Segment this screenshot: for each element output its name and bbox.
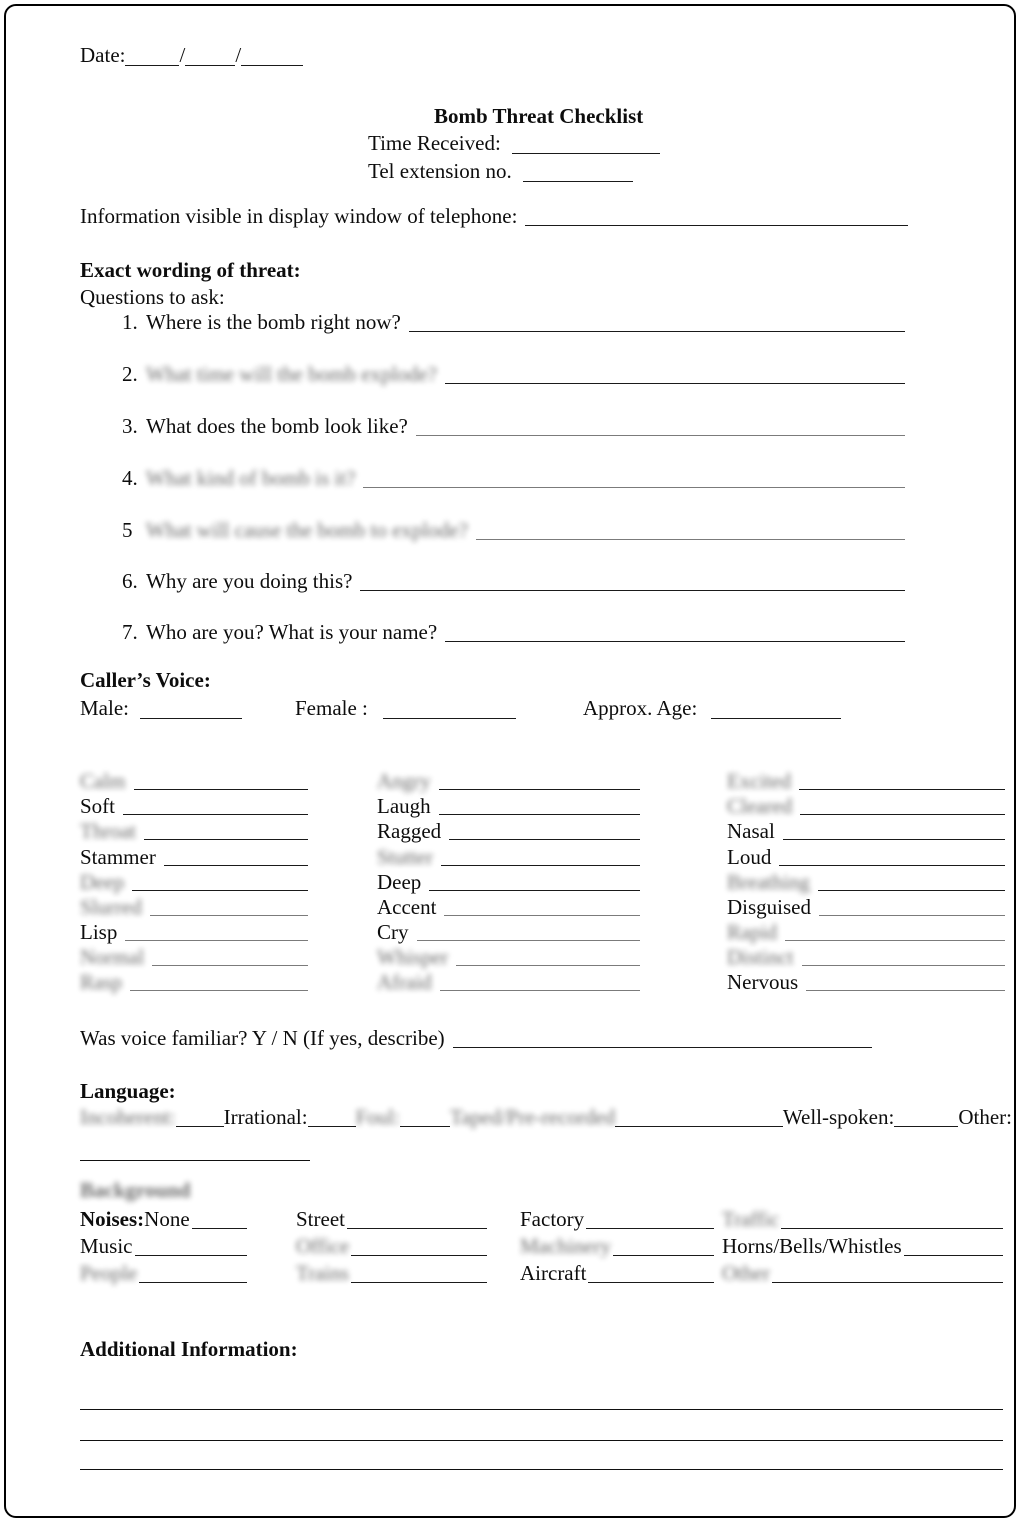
noise-option-label: Aircraft bbox=[520, 1261, 587, 1285]
display-window-blank bbox=[525, 225, 908, 226]
voice-option-blank bbox=[785, 940, 1005, 941]
voice-option-label: Deep bbox=[377, 869, 422, 894]
noise-option-blank bbox=[135, 1255, 248, 1256]
callers-voice-heading: Caller’s Voice: bbox=[80, 668, 211, 692]
noise-option-blank bbox=[613, 1255, 714, 1256]
voice-option-label: Stutter bbox=[377, 844, 433, 869]
approx-age-blank bbox=[711, 715, 841, 719]
voice-option-blank bbox=[800, 814, 1005, 815]
voice-option-row bbox=[377, 920, 640, 945]
question-row bbox=[122, 309, 905, 335]
voice-option-label: Soft bbox=[80, 794, 116, 819]
approx-age-field bbox=[583, 695, 841, 721]
voice-option-blank bbox=[164, 865, 308, 866]
noise-option-blank bbox=[904, 1255, 1003, 1256]
language-option-label: Taped/Pre-recorded bbox=[449, 1105, 616, 1129]
date-row: Date: / / bbox=[80, 42, 303, 68]
voice-option-label: Laugh bbox=[377, 794, 431, 819]
noise-cell bbox=[80, 1205, 247, 1232]
noise-option-blank bbox=[351, 1282, 487, 1283]
voice-option-row bbox=[727, 895, 1005, 920]
question-number: 1. bbox=[122, 310, 138, 334]
question-row bbox=[122, 465, 905, 491]
noise-option-blank bbox=[192, 1228, 247, 1229]
voice-option-label: Deep bbox=[80, 869, 125, 894]
voice-option-label: Loud bbox=[727, 844, 772, 869]
voice-option-label: Angry bbox=[377, 769, 431, 794]
voice-option-label: Excited bbox=[727, 769, 792, 794]
voice-option-blank bbox=[819, 915, 1005, 916]
voice-option-blank bbox=[144, 839, 308, 840]
noise-cell bbox=[722, 1205, 1003, 1232]
question-row bbox=[122, 517, 905, 543]
voice-option-blank bbox=[779, 865, 1005, 866]
voice-option-blank bbox=[799, 789, 1005, 790]
voice-option-blank bbox=[440, 990, 640, 991]
voice-option-label: Cry bbox=[377, 919, 409, 944]
date-month-blank bbox=[185, 62, 235, 66]
voice-option-blank bbox=[456, 965, 640, 966]
question-text: Who are you? What is your name? bbox=[146, 620, 438, 644]
noise-option-blank bbox=[351, 1255, 487, 1256]
voice-option-label: Cleared bbox=[727, 794, 793, 819]
voice-option-blank bbox=[125, 940, 308, 941]
date-year-blank bbox=[241, 62, 303, 66]
language-option-label: Other: bbox=[958, 1105, 1012, 1129]
voice-column bbox=[727, 769, 1005, 995]
voice-option-row bbox=[377, 819, 640, 844]
noise-option-label: Music bbox=[80, 1234, 133, 1258]
question-text: What time will the bomb explode? bbox=[146, 362, 438, 386]
question-number: 3. bbox=[122, 414, 138, 438]
page-border bbox=[4, 4, 1016, 1518]
noise-option-label: Office bbox=[296, 1234, 350, 1258]
display-window-row bbox=[80, 203, 908, 229]
voice-option-row bbox=[727, 920, 1005, 945]
male-blank bbox=[140, 715, 242, 719]
voice-familiar-row bbox=[80, 1025, 872, 1051]
language-other-blank bbox=[80, 1160, 310, 1161]
voice-option-row bbox=[377, 794, 640, 819]
voice-option-label: Accent bbox=[377, 894, 437, 919]
approx-age-label: Approx. Age: bbox=[583, 696, 698, 720]
language-option-label: Well-spoken: bbox=[782, 1105, 895, 1129]
noise-cell bbox=[80, 1259, 247, 1286]
voice-option-blank bbox=[444, 915, 640, 916]
male-label: Male: bbox=[80, 696, 129, 720]
noise-option-label: People bbox=[80, 1261, 138, 1285]
voice-option-blank bbox=[806, 990, 1005, 991]
noise-option-label: None bbox=[144, 1207, 190, 1231]
exact-wording-heading: Exact wording of threat: bbox=[80, 258, 301, 282]
voice-option-label: Breathing bbox=[727, 869, 810, 894]
question-number: 6. bbox=[122, 569, 138, 593]
voice-option-row bbox=[80, 844, 308, 869]
voice-option-blank bbox=[449, 839, 640, 840]
question-row bbox=[122, 413, 905, 439]
language-option-blank bbox=[894, 1126, 958, 1127]
voice-option-label: Ragged bbox=[377, 819, 442, 844]
male-field bbox=[80, 695, 242, 721]
voice-option-row bbox=[377, 945, 640, 970]
language-option-blank bbox=[308, 1126, 356, 1127]
question-row bbox=[122, 619, 905, 645]
voice-option-row bbox=[727, 844, 1005, 869]
voice-option-label: Stammer bbox=[80, 844, 156, 869]
noise-option-label: Traffic bbox=[722, 1207, 780, 1231]
voice-option-blank bbox=[417, 940, 641, 941]
voice-option-blank bbox=[439, 814, 640, 815]
noise-cell bbox=[296, 1205, 487, 1232]
noise-option-label: Machinery bbox=[520, 1234, 611, 1258]
voice-option-row bbox=[80, 895, 308, 920]
noise-option-blank bbox=[139, 1282, 247, 1283]
noise-cell bbox=[722, 1232, 1003, 1259]
question-number: 4. bbox=[122, 466, 138, 490]
voice-option-blank bbox=[818, 890, 1005, 891]
noise-cell bbox=[296, 1232, 487, 1259]
voice-option-blank bbox=[783, 839, 1005, 840]
time-received-blank bbox=[512, 150, 660, 154]
voice-option-row bbox=[80, 920, 308, 945]
display-window-label: Information visible in display window of telephone: bbox=[80, 204, 518, 228]
voice-option-label: Rapid bbox=[727, 919, 778, 944]
tel-extension-label: Tel extension no. bbox=[368, 159, 512, 183]
time-received-row bbox=[368, 130, 660, 156]
voice-familiar-label: Was voice familiar? Y / N (If yes, describe) bbox=[80, 1026, 445, 1050]
question-row bbox=[122, 568, 905, 594]
voice-option-row bbox=[727, 970, 1005, 995]
voice-option-row bbox=[377, 870, 640, 895]
noise-cell bbox=[520, 1205, 714, 1232]
voice-option-label: Lisp bbox=[80, 919, 118, 944]
additional-info-heading: Additional Information: bbox=[80, 1337, 298, 1361]
voice-option-row bbox=[377, 769, 640, 794]
female-field bbox=[295, 695, 516, 721]
female-blank bbox=[383, 715, 516, 719]
questions-to-ask-label: Questions to ask: bbox=[80, 285, 225, 309]
additional-info-line-2 bbox=[80, 1440, 1003, 1441]
background-heading: Background bbox=[80, 1178, 191, 1202]
voice-option-row bbox=[727, 794, 1005, 819]
question-answer-blank bbox=[363, 487, 905, 488]
voice-option-row bbox=[80, 945, 308, 970]
noise-option-label: Trains bbox=[296, 1261, 349, 1285]
voice-option-label: Whisper bbox=[377, 945, 449, 970]
tel-extension-blank bbox=[523, 178, 633, 182]
noise-option-blank bbox=[781, 1228, 1003, 1229]
voice-option-row bbox=[80, 769, 308, 794]
voice-option-label: Disguised bbox=[727, 894, 811, 919]
noise-option-label: Factory bbox=[520, 1207, 585, 1231]
voice-option-row bbox=[377, 844, 640, 869]
voice-option-label: Calm bbox=[80, 769, 126, 794]
voice-option-label: Throat bbox=[80, 819, 136, 844]
time-received-label: Time Received: bbox=[368, 131, 501, 155]
voice-option-blank bbox=[429, 890, 640, 891]
voice-option-row bbox=[727, 945, 1005, 970]
voice-option-label: Normal bbox=[80, 945, 145, 970]
question-text: What will cause the bomb to explode? bbox=[146, 518, 468, 542]
voice-option-blank bbox=[439, 789, 640, 790]
voice-option-label: Nervous bbox=[727, 970, 799, 995]
question-number: 7. bbox=[122, 620, 138, 644]
question-answer-blank bbox=[445, 641, 905, 642]
voice-option-row bbox=[727, 819, 1005, 844]
voice-option-blank bbox=[132, 890, 308, 891]
voice-option-row bbox=[80, 794, 308, 819]
question-text: Why are you doing this? bbox=[146, 569, 353, 593]
noise-cell bbox=[520, 1259, 714, 1286]
noise-option-blank bbox=[588, 1282, 714, 1283]
question-answer-blank bbox=[409, 331, 905, 332]
noise-cell bbox=[296, 1259, 487, 1286]
noise-option-label: Street bbox=[296, 1207, 345, 1231]
noise-option-blank bbox=[347, 1228, 487, 1229]
voice-option-row bbox=[80, 970, 308, 995]
voice-option-label: Slurred bbox=[80, 894, 142, 919]
voice-familiar-blank bbox=[453, 1047, 872, 1048]
noise-option-blank bbox=[586, 1228, 714, 1229]
voice-option-row bbox=[727, 769, 1005, 794]
noise-cell bbox=[80, 1232, 247, 1259]
voice-option-blank bbox=[134, 789, 309, 790]
additional-info-line-1 bbox=[80, 1409, 1003, 1410]
language-heading: Language: bbox=[80, 1079, 176, 1103]
female-label: Female : bbox=[295, 696, 368, 720]
voice-option-label: Nasal bbox=[727, 819, 775, 844]
language-option-blank bbox=[176, 1126, 224, 1127]
question-text: What kind of bomb is it? bbox=[146, 466, 356, 490]
language-option-label: Foul: bbox=[355, 1105, 400, 1129]
voice-column bbox=[80, 769, 308, 995]
voice-option-label: Afraid bbox=[377, 970, 432, 995]
language-option-blank bbox=[615, 1126, 783, 1127]
language-option-blank bbox=[400, 1126, 450, 1127]
voice-option-row bbox=[80, 870, 308, 895]
voice-option-blank bbox=[130, 990, 308, 991]
voice-option-label: Distinct bbox=[727, 945, 794, 970]
question-answer-blank bbox=[445, 383, 905, 384]
noise-option-blank bbox=[772, 1282, 1003, 1283]
voice-column bbox=[377, 769, 640, 995]
noise-cell bbox=[722, 1259, 1003, 1286]
date-label: Date: bbox=[80, 43, 126, 67]
question-text: What does the bomb look like? bbox=[146, 414, 408, 438]
question-answer-blank bbox=[416, 435, 905, 436]
language-options-row bbox=[80, 1104, 1012, 1130]
language-option-label: Irrational: bbox=[223, 1105, 308, 1129]
noise-option-label: Other bbox=[722, 1261, 770, 1285]
voice-option-blank bbox=[123, 814, 308, 815]
voice-option-blank bbox=[152, 965, 308, 966]
voice-option-blank bbox=[441, 865, 640, 866]
question-number: 2. bbox=[122, 362, 138, 386]
voice-option-blank bbox=[150, 915, 308, 916]
question-answer-blank bbox=[360, 590, 905, 591]
language-option-label: Incoherent: bbox=[80, 1105, 176, 1129]
voice-option-row bbox=[727, 870, 1005, 895]
noise-option-label: Horns/Bells/Whistles bbox=[722, 1234, 902, 1258]
voice-option-row bbox=[377, 970, 640, 995]
date-day-blank bbox=[125, 62, 179, 66]
voice-option-label: Rasp bbox=[80, 970, 122, 995]
voice-option-blank bbox=[802, 965, 1006, 966]
additional-info-line-3 bbox=[80, 1469, 1003, 1470]
question-number: 5 bbox=[122, 518, 133, 542]
question-text: Where is the bomb right now? bbox=[146, 310, 401, 334]
tel-extension-row bbox=[368, 158, 633, 184]
question-row bbox=[122, 361, 905, 387]
noises-label: Noises: bbox=[80, 1207, 145, 1231]
noise-cell bbox=[520, 1232, 714, 1259]
question-answer-blank bbox=[476, 539, 905, 540]
voice-option-row bbox=[377, 895, 640, 920]
form-title: Bomb Threat Checklist bbox=[434, 104, 644, 128]
voice-option-row bbox=[80, 819, 308, 844]
